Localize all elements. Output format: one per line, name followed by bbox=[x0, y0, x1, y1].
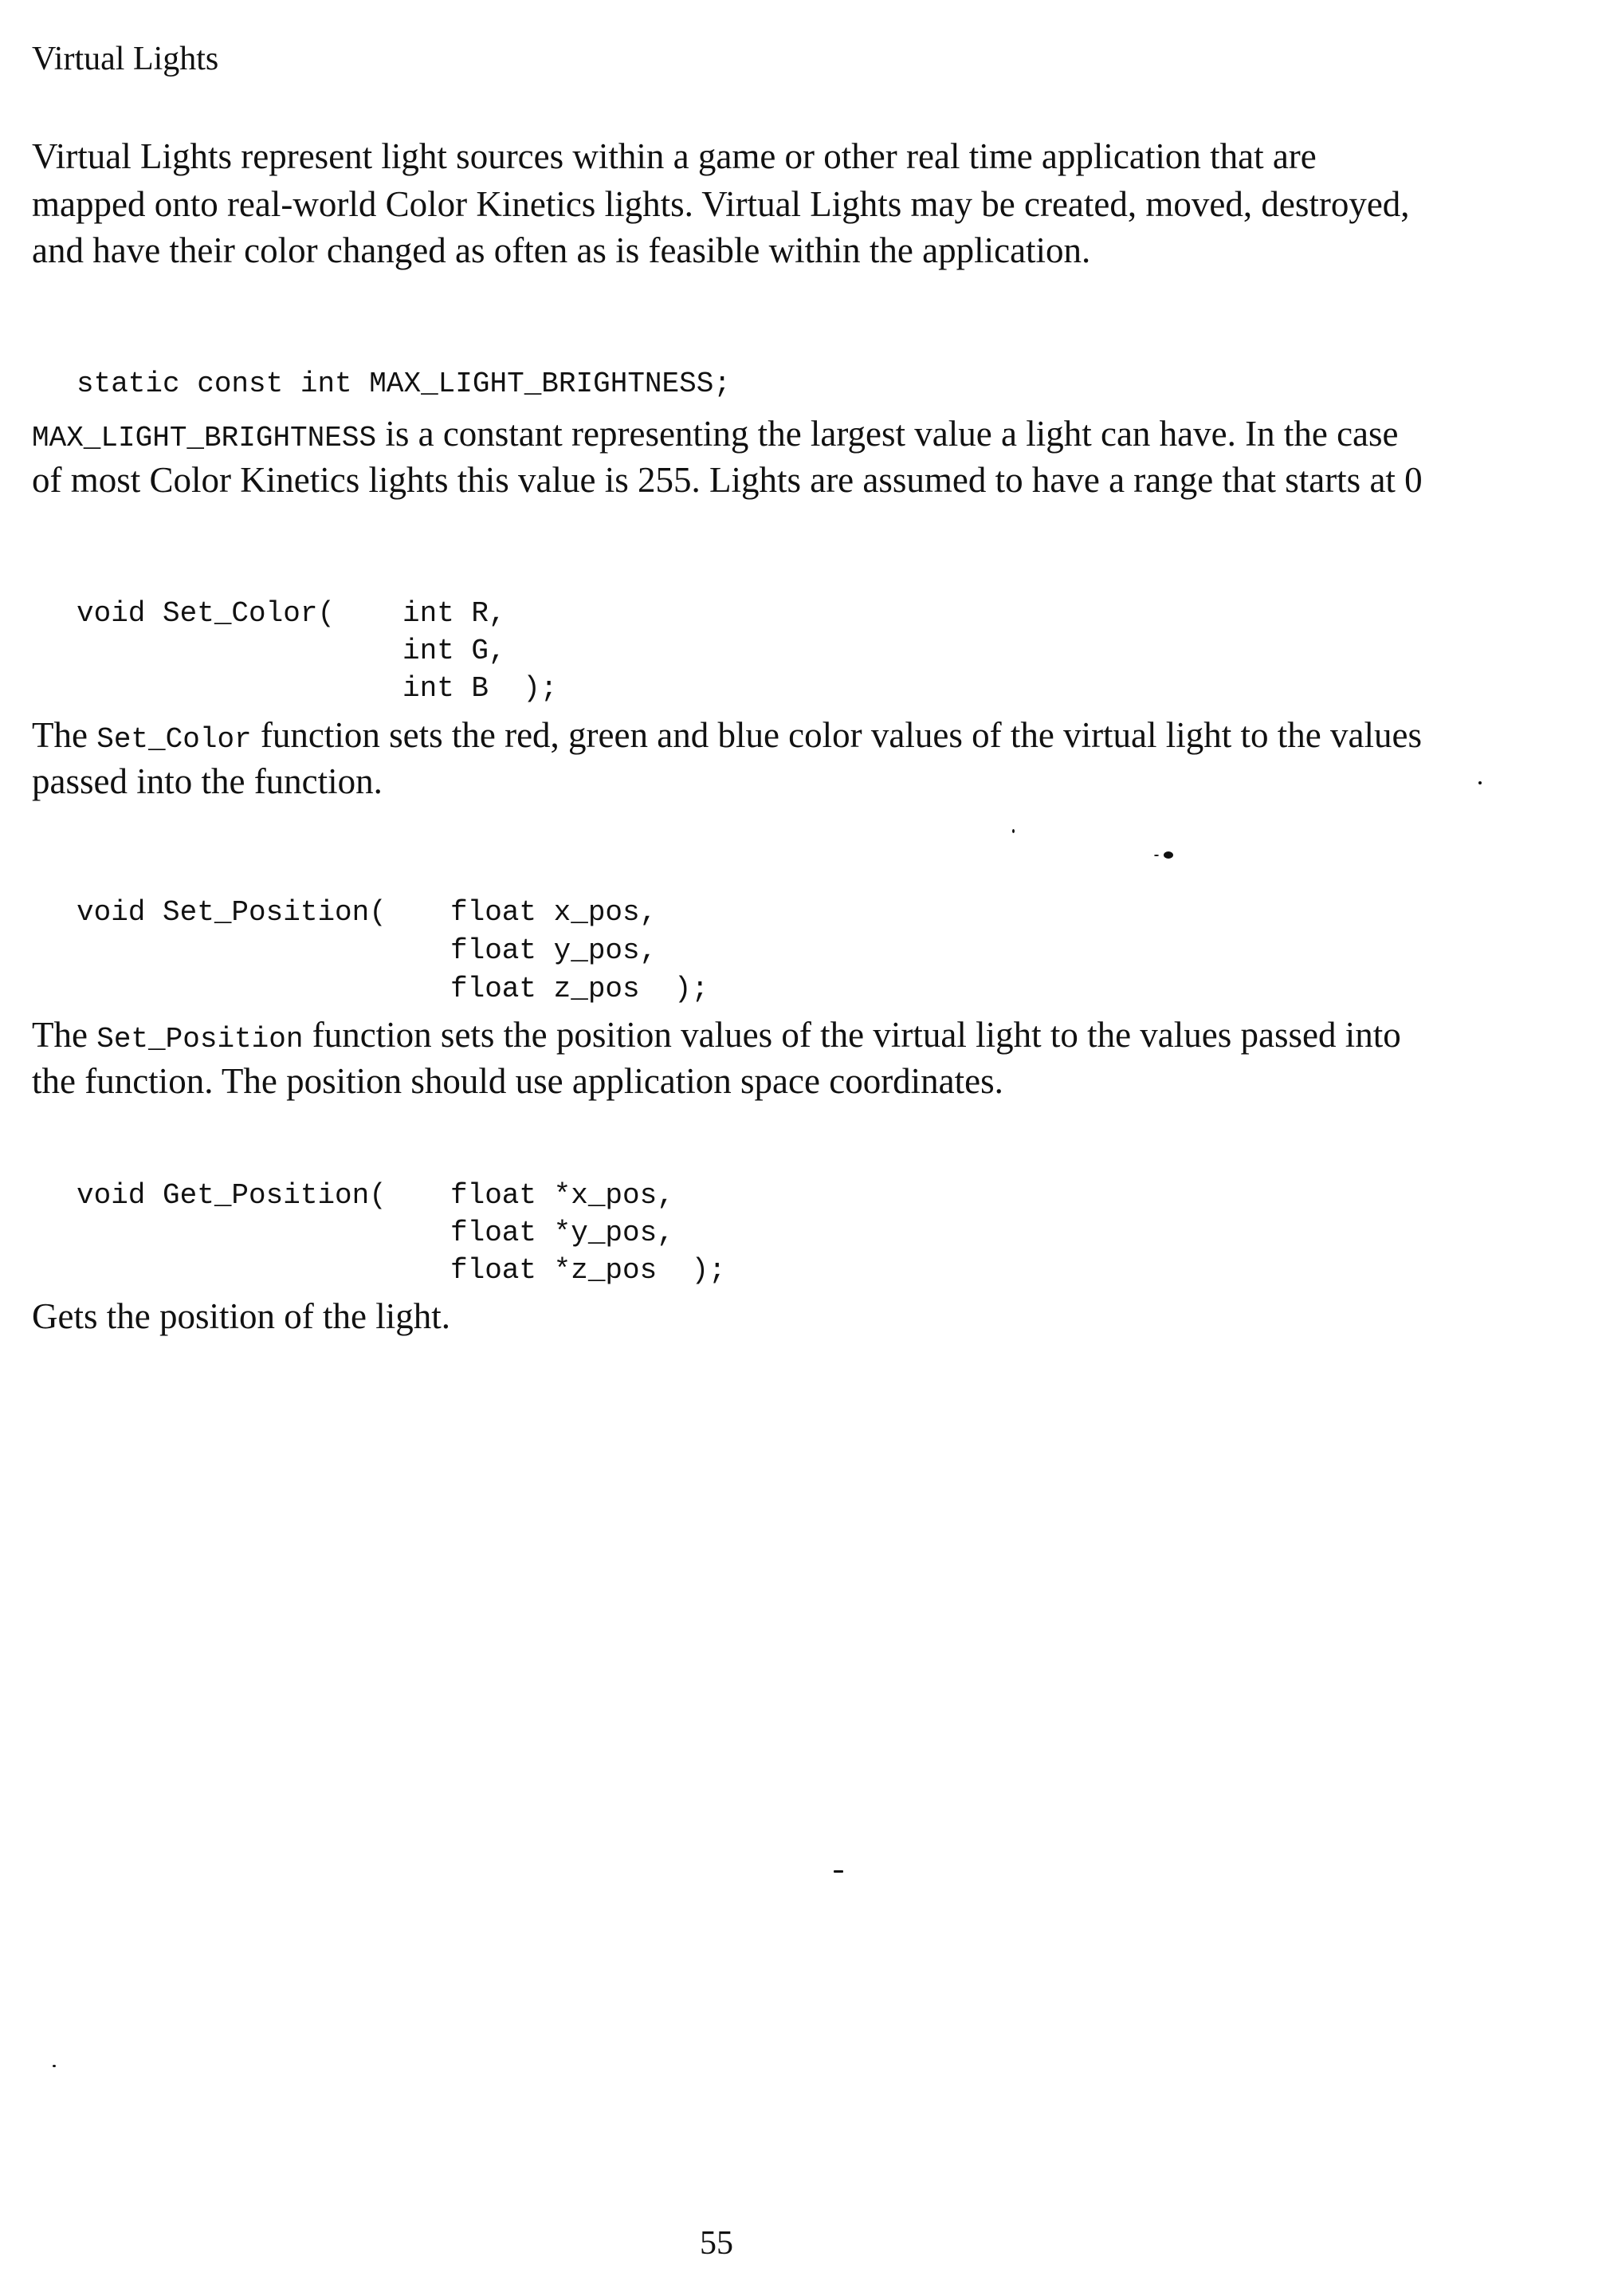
scan-speck bbox=[53, 2065, 56, 2067]
set-position-signature: void Set_Position( bbox=[77, 896, 387, 929]
constant-desc-line-1 bbox=[32, 413, 1399, 454]
constant-desc-line-2: of most Color Kinetics lights this value is 255. Lights are assumed to have a range that starts at 0 bbox=[32, 460, 1423, 500]
set-color-signature: void Set_Color( bbox=[77, 597, 336, 630]
set-position-desc-line-1 bbox=[32, 1014, 1401, 1056]
set-position-desc-text: function sets the position values of the virtual light to the values passed into bbox=[303, 1015, 1401, 1055]
set-position-code: Set_Position bbox=[96, 1023, 304, 1056]
get-position-param-y: float *y_pos, bbox=[450, 1217, 674, 1249]
intro-line-3: and have their color changed as often as is feasible within the application. bbox=[32, 230, 1091, 270]
get-position-param-z: float *z_pos ); bbox=[450, 1254, 726, 1287]
scan-speck bbox=[1478, 781, 1482, 784]
set-color-desc-line-2: passed into the function. bbox=[32, 761, 383, 801]
constant-declaration: static const int MAX_LIGHT_BRIGHTNESS; bbox=[77, 368, 731, 400]
get-position-param-x: float *x_pos, bbox=[450, 1179, 674, 1212]
set-color-desc-text: function sets the red, green and blue color values of the virtual light to the values bbox=[251, 715, 1422, 755]
intro-line-2: mapped onto real-world Color Kinetics lights. Virtual Lights may be created, moved, destroyed, bbox=[32, 184, 1410, 224]
scan-speck bbox=[1164, 851, 1173, 859]
set-position-desc-prefix: The bbox=[32, 1015, 97, 1055]
scan-speck bbox=[1012, 829, 1015, 833]
scan-speck bbox=[1154, 855, 1159, 856]
set-color-param-b: int B ); bbox=[402, 672, 558, 705]
set-color-param-g: int G, bbox=[402, 635, 506, 667]
set-color-param-r: int R, bbox=[402, 597, 506, 630]
get-position-signature: void Get_Position( bbox=[77, 1179, 387, 1212]
set-position-desc-line-2: the function. The position should use application space coordinates. bbox=[32, 1061, 1003, 1101]
get-position-desc: Gets the position of the light. bbox=[32, 1296, 450, 1336]
constant-name: MAX_LIGHT_BRIGHTNESS bbox=[32, 422, 377, 454]
set-color-desc-line-1 bbox=[32, 714, 1422, 756]
set-position-param-z: float z_pos ); bbox=[450, 973, 709, 1005]
set-color-code: Set_Color bbox=[96, 723, 252, 756]
set-position-param-x: float x_pos, bbox=[450, 896, 658, 929]
scan-speck bbox=[834, 1870, 843, 1873]
intro-line-1: Virtual Lights represent light sources within a game or other real time application that are bbox=[32, 136, 1317, 176]
set-position-param-y: float y_pos, bbox=[450, 934, 658, 967]
set-color-desc-prefix: The bbox=[32, 715, 97, 755]
section-title: Virtual Lights bbox=[32, 41, 219, 77]
constant-desc-text: is a constant representing the largest value a light can have. In the case bbox=[376, 414, 1399, 454]
page-number: 55 bbox=[700, 2225, 733, 2262]
